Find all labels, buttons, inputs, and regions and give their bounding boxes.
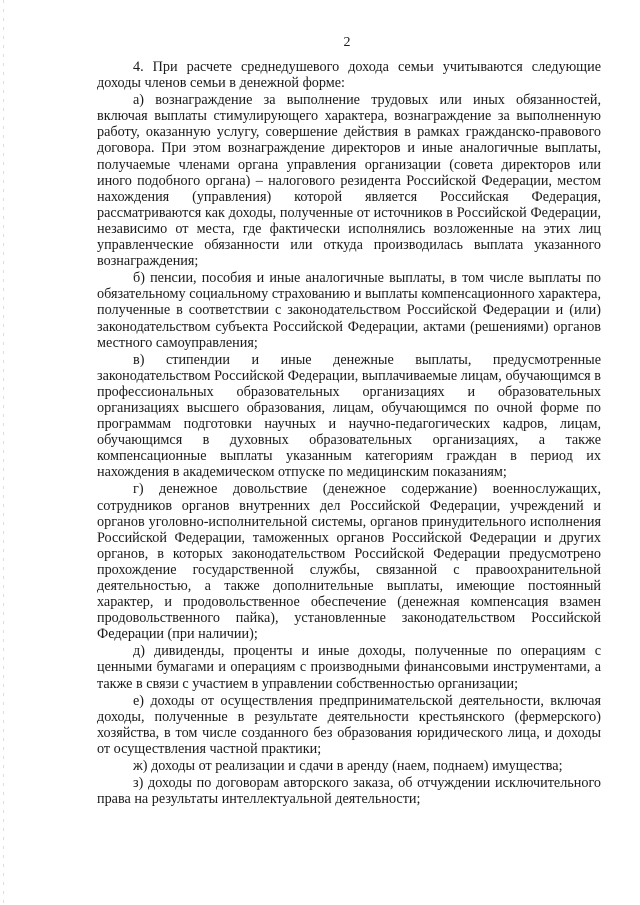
paragraph-item-b: б) пенсии, пособия и иные аналогичные выплаты, в том числе выплаты по обязательному социальному страхованию и выплаты компенсационного характера, полученные в соответствии с законодательством Российской Федерации и (или) законодательством субъекта Российской Федерации, актами (решениями) органов местного самоуправления; xyxy=(97,270,601,351)
scan-edge-mark xyxy=(3,0,4,905)
paragraph-item-a: а) вознаграждение за выполнение трудовых или иных обязанностей, включая выплаты стимулирующего характера, вознаграждение за выполненную работу, оказанную услугу, совершение действия в рамках гражданско-правового договора. При этом вознаграждение директоров и иные аналогичные выплаты, получаемые членами органа управления организации (совета директоров или иного подобного органа) – налогового резидента Российской Федерации, местом нахождения (управления) которой является Российская Федерация, рассматриваются как доходы, полученные от источников в Российской Федерации, независимо от места, где фактически исполнялись возложенные на этих лиц управленческие обязанности или откуда производилась выплата указанного вознаграждения; xyxy=(97,92,601,270)
paragraph-item-g: г) денежное довольствие (денежное содержание) военнослужащих, сотрудников органов внутренних дел Российской Федерации, учреждений и органов уголовно-исполнительной системы, органов принудительного исполнения Российской Федерации, таможенных органов Российской Федерации и других органов, в которых законодательством Российской Федерации предусмотрено прохождение государственной службы, связанной с правоохранительной деятельностью, а также дополнительные выплаты, имеющие постоянный характер, и продовольственное обеспечение (денежная компенсация взамен продовольственного пайка), установленные законодательством Российской Федерации (при наличии); xyxy=(97,481,601,643)
paragraph-item-zh: ж) доходы от реализации и сдачи в аренду (наем, поднаем) имущества; xyxy=(133,758,563,775)
paragraph-item-v: в) стипендии и иные денежные выплаты, предусмотренные законодательством Российской Федерации, выплачиваемые лицам, обучающимся в профессиональных образовательных организациях и образовательных организациях высшего образования, лицам, обучающимся по очной форме по программам подготовки научных и научно-педагогических кадров, лицам, обучающимся в духовных образовательных организациях, а также компенсационные выплаты указанным категориям граждан в период их нахождения в академическом отпуске по медицинским показаниям; xyxy=(97,351,601,481)
paragraph-item-e: е) доходы от осуществления предпринимательской деятельности, включая доходы, полученные в результате деятельности крестьянского (фермерского) хозяйства, в том числе созданного без образования юридического лица, и доходы от осуществления частной практики; xyxy=(97,692,601,757)
paragraph-item-z: з) доходы по договорам авторского заказа, об отчуждении исключительного права на результаты интеллектуальной деятельности; xyxy=(97,775,601,808)
paragraph-item-d: д) дивиденды, проценты и иные доходы, полученные по операциям с ценными бумагами и операциям с производными финансовыми инструментами, а также в связи с участием в управлении собственностью организации; xyxy=(97,643,601,692)
paragraph-intro: 4. При расчете среднедушевого дохода семьи учитываются следующие доходы членов семьи в денежной форме: xyxy=(97,59,601,92)
page-number: 2 xyxy=(343,35,351,50)
document-body xyxy=(97,59,601,808)
